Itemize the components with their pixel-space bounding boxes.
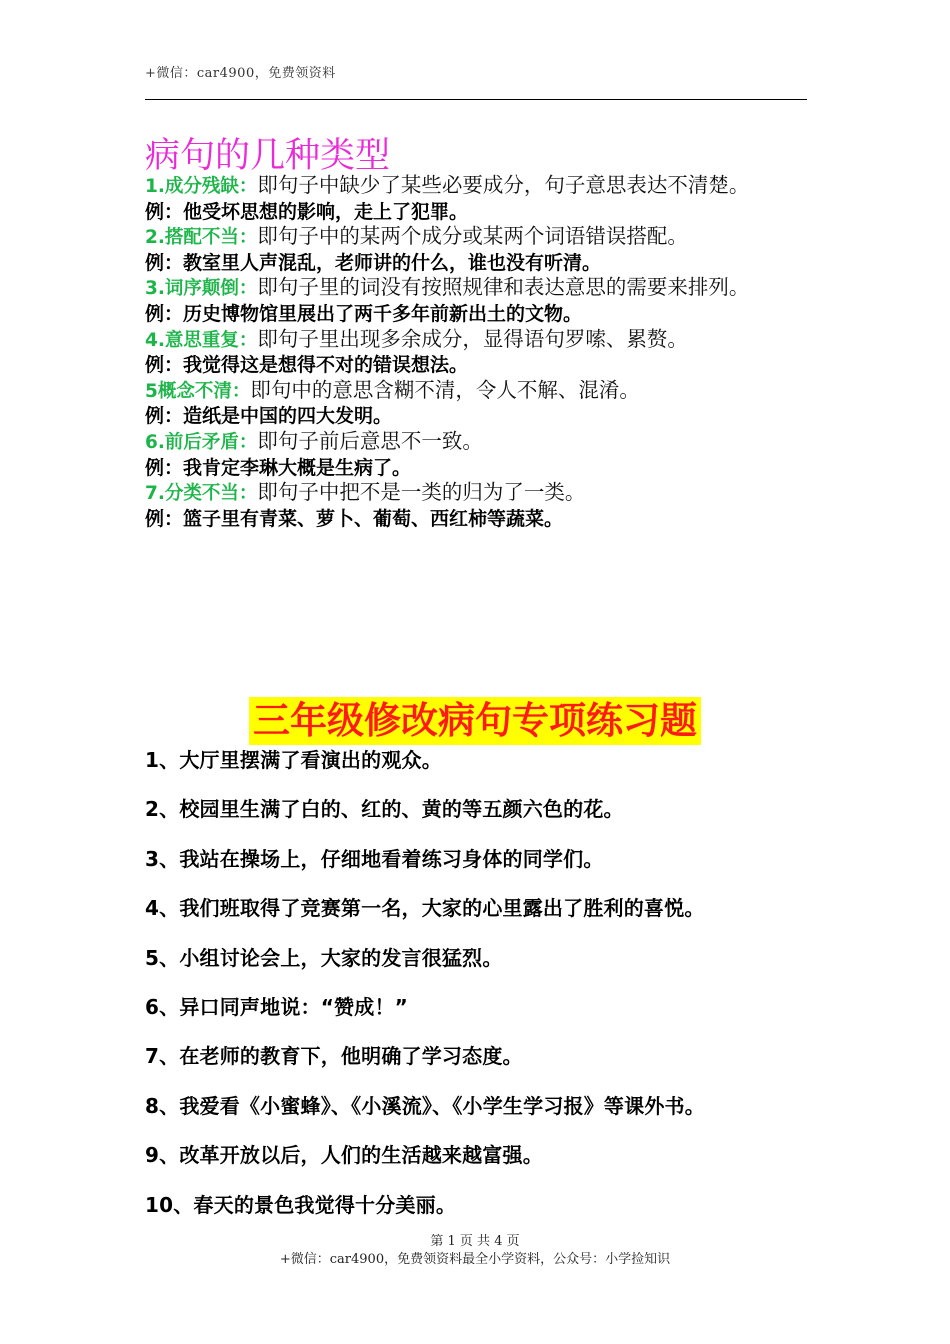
exercise-item: 6、异口同声地说：“赞成！” xyxy=(145,994,409,1019)
type-definition: 即句中的意思含糊不清，令人不解、混淆。 xyxy=(250,377,640,402)
exercise-item: 10、春天的景色我觉得十分美丽。 xyxy=(145,1192,457,1217)
page-number: 第 1 页 共 4 页 xyxy=(430,1234,520,1249)
type-example: 例：我肯定李琳大概是生病了。 xyxy=(145,456,412,479)
type-label: 7.分类不当： xyxy=(145,483,258,505)
exercise-item: 4、我们班取得了竞赛第一名，大家的心里露出了胜利的喜悦。 xyxy=(145,896,705,921)
sentence-types-list xyxy=(145,173,809,531)
page-header: +微信：car4900，免费领资料 xyxy=(145,66,336,81)
exercise-item: 8、我爱看《小蜜蜂》、《小溪流》、《小学生学习报》等课外书。 xyxy=(145,1093,705,1118)
type-example: 例：我觉得这是想得不对的错误想法。 xyxy=(145,354,469,377)
type-item-3 xyxy=(145,275,809,302)
type-item-2 xyxy=(145,224,809,251)
page-footer: +微信：car4900，免费领资料最全小学资料，公众号：小学捡知识 xyxy=(279,1252,671,1267)
section-title-exercises: 三年级修改病句专项练习题 xyxy=(249,697,701,745)
exercise-item: 1、大厅里摆满了看演出的观众。 xyxy=(145,748,442,772)
header-divider xyxy=(145,99,807,100)
type-item-5 xyxy=(145,378,809,405)
type-label: 2.搭配不当： xyxy=(145,227,258,249)
type-example: 例：篮子里有青菜、萝卜、葡萄、西红柿等蔬菜。 xyxy=(145,507,564,530)
type-label: 1.成分残缺： xyxy=(145,176,258,197)
type-item-4 xyxy=(145,327,809,354)
type-example: 例：教室里人声混乱，老师讲的什么，谁也没有听清。 xyxy=(145,251,602,274)
exercise-item: 2、校园里生满了白的、红的、黄的等五颜六色的花。 xyxy=(145,797,624,822)
type-definition: 即句子里的词没有按照规律和表达意思的需要来排列。 xyxy=(257,275,750,300)
exercise-title-container xyxy=(0,697,950,745)
exercise-list xyxy=(145,745,815,1239)
exercise-item: 9、改革开放以后，人们的生活越来越富强。 xyxy=(145,1143,543,1168)
type-label: 5概念不清： xyxy=(145,380,251,402)
type-label: 6.前后矛盾： xyxy=(145,431,258,453)
type-label: 4.意思重复： xyxy=(145,329,258,351)
type-definition: 即句子里出现多余成分，显得语句罗嗦、累赘。 xyxy=(257,326,688,351)
type-definition: 即句子中把不是一类的归为了一类。 xyxy=(257,480,586,505)
type-definition: 即句子前后意思不一致。 xyxy=(257,428,483,453)
section-title-sentence-types: 病句的几种类型 xyxy=(145,136,391,176)
exercise-item: 5、小组讨论会上，大家的发言很猛烈。 xyxy=(145,945,503,970)
exercise-item: 7、在老师的教育下，他明确了学习态度。 xyxy=(145,1044,523,1069)
type-item-6 xyxy=(145,429,809,456)
exercise-item: 3、我站在操场上，仔细地看着练习身体的同学们。 xyxy=(145,846,604,871)
type-definition: 即句子中缺少了某些必要成分，句子意思表达不清楚。 xyxy=(257,173,750,197)
type-item-1 xyxy=(145,173,809,200)
type-item-7 xyxy=(145,480,809,507)
type-example: 例：他受坏思想的影响，走上了犯罪。 xyxy=(145,200,469,223)
type-definition: 即句子中的某两个成分或某两个词语错误搭配。 xyxy=(257,224,688,249)
type-example: 例：历史博物馆里展出了两千多年前新出土的文物。 xyxy=(145,302,583,325)
type-label: 3.词序颠倒： xyxy=(145,278,258,300)
type-example: 例：造纸是中国的四大发明。 xyxy=(145,405,393,428)
